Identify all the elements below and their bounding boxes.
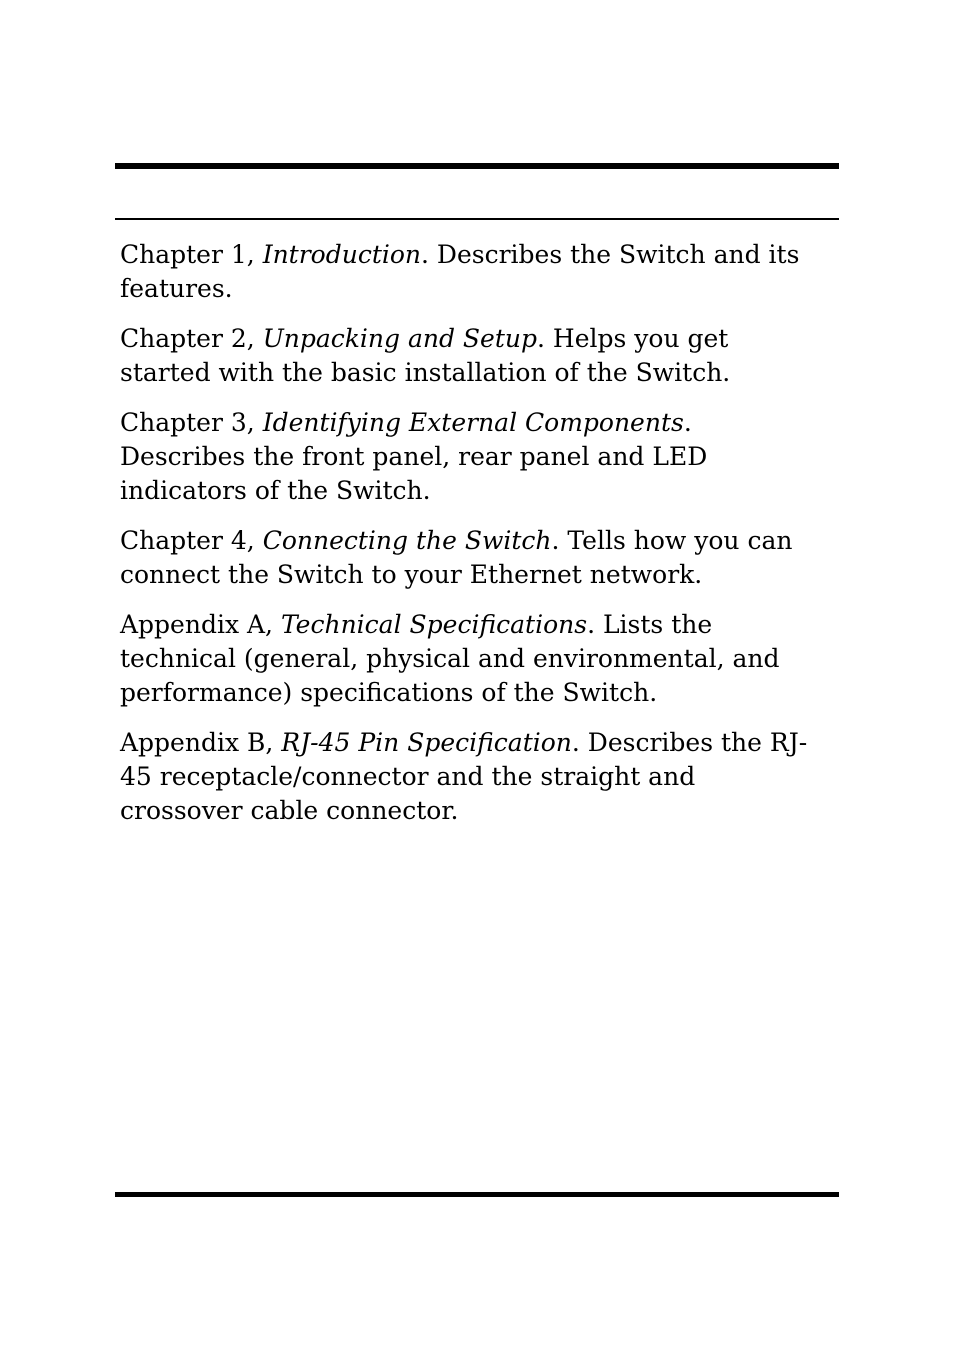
entry-title: Identifying External Components — [262, 408, 684, 437]
bottom-rule — [115, 1192, 839, 1197]
entry-prefix: Chapter 2, — [120, 324, 263, 353]
document-body — [120, 238, 820, 844]
entry-prefix: Appendix A, — [120, 610, 281, 639]
entry-chapter-2 — [120, 322, 820, 390]
entry-title: RJ-45 Pin Specification — [281, 728, 572, 757]
entry-chapter-4 — [120, 524, 820, 592]
entry-prefix: Chapter 4, — [120, 526, 263, 555]
top-thick-rule — [115, 163, 839, 169]
entry-title: Connecting the Switch — [262, 526, 552, 555]
entry-prefix: Appendix B, — [120, 728, 282, 757]
entry-prefix: Chapter 1, — [120, 240, 263, 269]
entry-description: . Tells how you can connect the Switch to your Ethernet network. — [120, 526, 793, 589]
entry-chapter-1 — [120, 238, 820, 306]
entry-description: . Helps you get started with the basic installation of the Switch. — [120, 324, 731, 387]
entry-title: Introduction — [262, 240, 422, 269]
entry-description: . Lists the technical (general, physical and environmental, and performance) specifications of the Switch. — [120, 610, 780, 707]
entry-description: . Describes the Switch and its features. — [120, 240, 800, 303]
entry-description: . Describes the front panel, rear panel and LED indicators of the Switch. — [120, 408, 708, 505]
entry-description: . Describes the RJ-45 receptacle/connector and the straight and crossover cable connector. — [120, 728, 808, 825]
top-thin-rule — [115, 218, 839, 220]
entry-appendix-b — [120, 726, 820, 828]
entry-title: Technical Specifications — [280, 610, 588, 639]
entry-prefix: Chapter 3, — [120, 408, 263, 437]
entry-appendix-a — [120, 608, 820, 710]
entry-chapter-3 — [120, 406, 820, 508]
entry-title: Unpacking and Setup — [262, 324, 537, 353]
